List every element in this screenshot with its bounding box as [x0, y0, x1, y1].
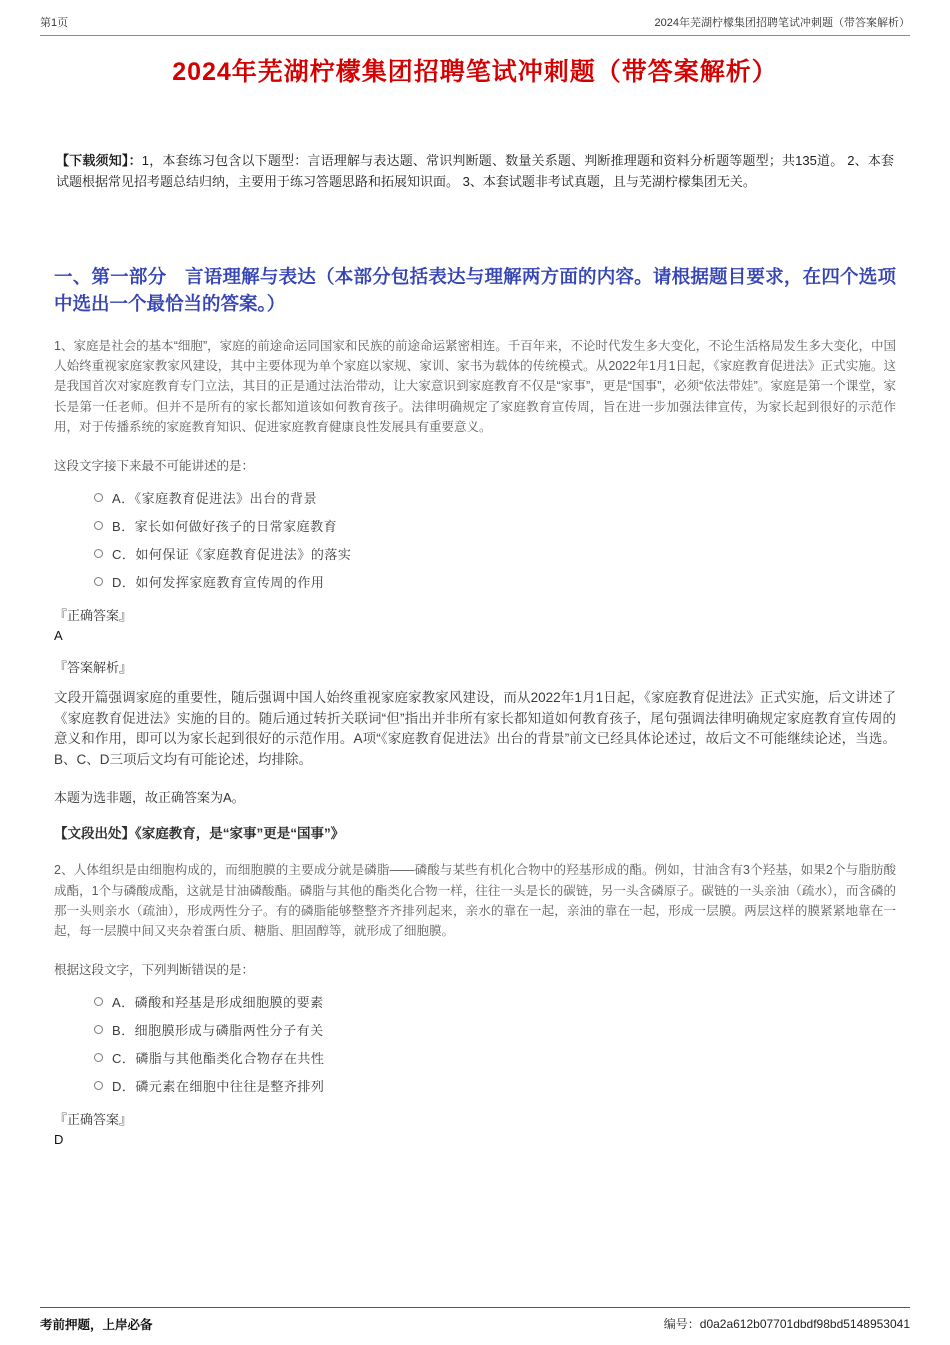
option-label: B．家长如何做好孩子的日常家庭教育	[112, 518, 338, 534]
question-1-stem: 1、家庭是社会的基本“细胞”，家庭的前途命运同国家和民族的前途命运紧密相连。千百年来，不论时代发生多大变化，不论生活格局发生多大变化，中国人始终重视家庭家教家风建设，其中主要体现为单个家庭以家规、家训、家书为载体的传统模式。从2022年1月1日起，《家庭教育促进法》正式实施。这是我国首次对家庭教育专门立法，其目的正是通过法治带动，让大家意识到家庭教育不仅是“家事”，更是“国事”，必须“依法带娃”。家庭是第一个课堂，家长是第一任老师。但并不是所有的家长都知道该如何教育孩子。法律明确规定了家庭教育宣传周，旨在进一步加强法律宣传，为家长起到很好的示范作用，对于传播系统的家庭教育知识、促进家庭教育健康良性发展具有重要意义。	[54, 338, 896, 435]
download-notice-label: 【下载须知】：	[56, 153, 142, 168]
page-header	[40, 14, 910, 36]
question-1-answer: A	[54, 627, 63, 643]
question-2-answer-label: 『正确答案』	[54, 1111, 133, 1127]
question-1-analysis-label: 『答案解析』	[54, 659, 133, 675]
question-1-options	[94, 488, 896, 591]
question-1-source: 【文段出处】《家庭教育，是“家事”更是“国事”》	[54, 826, 345, 842]
question-1	[54, 336, 896, 843]
footer-slogan: 考前押题，上岸必备	[40, 1318, 153, 1332]
header-page-number: 第1页	[40, 17, 69, 29]
radio-button-icon[interactable]	[94, 1025, 103, 1034]
option-label: C．如何保证《家庭教育促进法》的落实	[112, 546, 352, 562]
question-1-analysis: 文段开篇强调家庭的重要性，随后强调中国人始终重视家庭家教家风建设，而从2022年1月1日起，《家庭教育促进法》正式实施，后文讲述了《家庭教育促进法》实施的目的。随后通过转折关联词“但”指出并非所有家长都知道如何教育孩子，尾句强调法律明确规定家庭教育宣传周的意义和作用，即可以为家长起到很好的示范作用。A项“《家庭教育促进法》出台的背景”前文已经具体论述过，故后文不可能继续论述，当选。B、C、D三项后文均有可能论述，均排除。	[54, 689, 896, 768]
option-label: D．磷元素在细胞中往往是整齐排列	[112, 1078, 325, 1094]
question-1-conclusion: 本题为选非题，故正确答案为A。	[54, 790, 245, 806]
question-2-prompt: 根据这段文字，下列判断错误的是：	[54, 962, 255, 977]
question-1-option-b[interactable]	[94, 516, 896, 535]
question-2-options	[94, 992, 896, 1095]
header-doc-title: 2024年芜湖柠檬集团招聘笔试冲刺题（带答案解析）	[654, 17, 910, 29]
question-1-prompt: 这段文字接下来最不可能讲述的是：	[54, 458, 255, 473]
document-title: 2024年芜湖柠檬集团招聘笔试冲刺题（带答案解析）	[172, 58, 778, 86]
option-label: B．细胞膜形成与磷脂两性分子有关	[112, 1022, 324, 1038]
question-1-option-d[interactable]	[94, 572, 896, 591]
question-2	[54, 860, 896, 1147]
question-2-option-b[interactable]	[94, 1020, 896, 1039]
radio-button-icon[interactable]	[94, 997, 103, 1006]
radio-button-icon[interactable]	[94, 549, 103, 558]
option-label: A．《家庭教育促进法》出台的背景	[112, 490, 318, 506]
option-label: A．磷酸和羟基是形成细胞膜的要素	[112, 994, 324, 1010]
radio-button-icon[interactable]	[94, 521, 103, 530]
radio-button-icon[interactable]	[94, 493, 103, 502]
radio-button-icon[interactable]	[94, 1081, 103, 1090]
question-2-option-c[interactable]	[94, 1048, 896, 1067]
section-heading: 一、第一部分 言语理解与表达（本部分包括表达与理解两方面的内容。请根据题目要求，在四个选项中选出一个最恰当的答案。）	[54, 266, 896, 314]
download-notice	[56, 150, 894, 192]
question-1-option-a[interactable]	[94, 488, 896, 507]
radio-button-icon[interactable]	[94, 577, 103, 586]
page-footer	[40, 1307, 910, 1333]
download-notice-text: 1，本套练习包含以下题型：言语理解与表达题、常识判断题、数量关系题、判断推理题和资料分析题等题型；共135道。 2、本套试题根据常见招考题总结归纳，主要用于练习答题思路和拓展知识面。 3、本套试题非考试真题，且与芜湖柠檬集团无关。	[56, 153, 894, 190]
question-2-answer: D	[54, 1131, 64, 1147]
question-2-stem: 2、人体组织是由细胞构成的，而细胞膜的主要成分就是磷脂——磷酸与某些有机化合物中的羟基形成的酯。例如，甘油含有3个羟基，如果2个与脂肪酸成酯，1个与磷酸成酯，这就是甘油磷酸酯。磷脂与其他的酯类化合物一样，往往一头是长的碳链，另一头含磷原子。碳链的一头亲油（疏水），而含磷的那一头则亲水（疏油），形成两性分子。有的磷脂能够整整齐齐排列起来，亲水的靠在一起，亲油的靠在一起，形成一层膜。两层这样的膜紧紧地靠在一起，每一层膜中间又夹杂着蛋白质、糖脂、胆固醇等，就形成了细胞膜。	[54, 863, 896, 939]
option-label: D．如何发挥家庭教育宣传周的作用	[112, 574, 325, 590]
question-1-answer-label: 『正确答案』	[54, 607, 133, 623]
option-label: C．磷脂与其他酯类化合物存在共性	[112, 1050, 325, 1066]
footer-document-id: 编号：d0a2a612b07701dbdf98bd5148953041	[663, 1317, 910, 1331]
question-2-option-d[interactable]	[94, 1076, 896, 1095]
question-2-option-a[interactable]	[94, 992, 896, 1011]
question-1-option-c[interactable]	[94, 544, 896, 563]
radio-button-icon[interactable]	[94, 1053, 103, 1062]
